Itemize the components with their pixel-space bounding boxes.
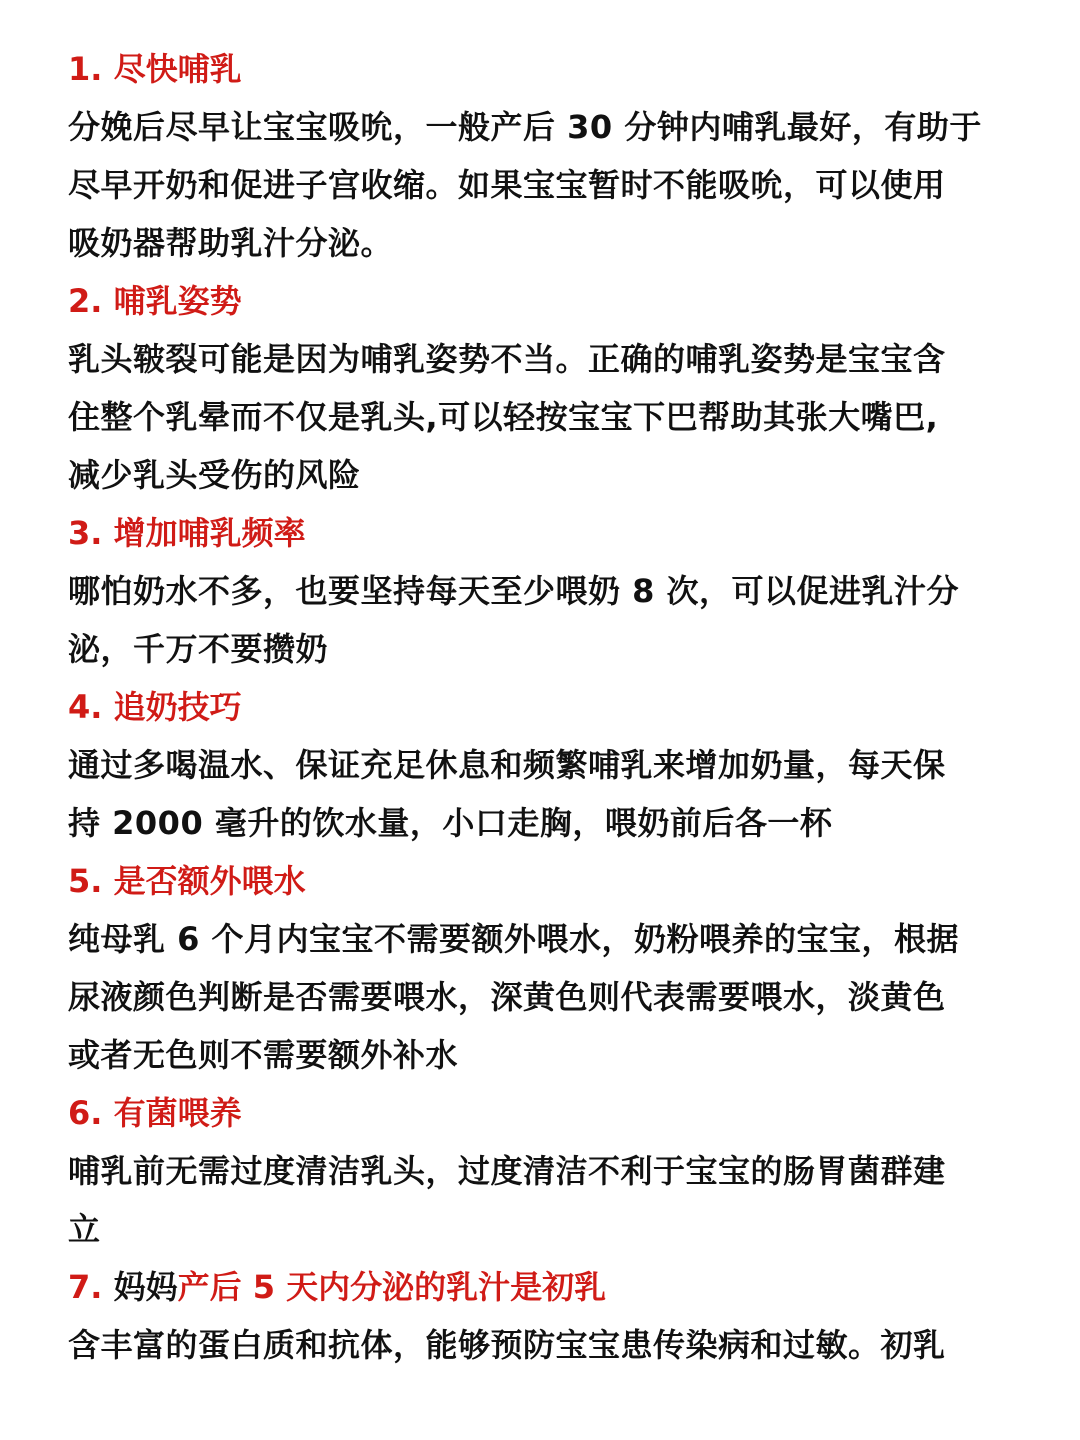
section-text-line: 分娩后尽早让宝宝吸吮，一般产后 30 分钟内哺乳最好，有助于 xyxy=(68,108,982,146)
section-text-line: 减少乳头受伤的风险 xyxy=(68,456,361,494)
section-1 xyxy=(68,40,1010,272)
section-3 xyxy=(68,504,1010,678)
section-heading xyxy=(68,1258,1010,1316)
section-text-line: 或者无色则不需要额外补水 xyxy=(68,1036,459,1074)
section-text-line: 吸奶器帮助乳汁分泌。 xyxy=(68,224,394,262)
heading-highlight: 产后 5 天内分泌的乳汁是初乳 xyxy=(177,1268,607,1306)
section-text-line: 尿液颜色判断是否需要喂水，深黄色则代表需要喂水，淡黄色 xyxy=(68,978,946,1016)
section-heading: 2. 哺乳姿势 xyxy=(68,282,242,320)
section-text-line: 纯母乳 6 个月内宝宝不需要额外喂水，奶粉喂养的宝宝，根据 xyxy=(68,920,960,958)
section-text-line: 哺乳前无需过度清洁乳头，过度清洁不利于宝宝的肠胃菌群建 xyxy=(68,1152,946,1190)
section-4 xyxy=(68,678,1010,852)
section-text-line: 哪怕奶水不多，也要坚持每天至少喂奶 8 次，可以促进乳汁分 xyxy=(68,572,960,610)
heading-number: 7. xyxy=(68,1268,114,1306)
section-text-line: 持 2000 毫升的饮水量，小口走胸，喂奶前后各一杯 xyxy=(68,804,833,842)
section-7 xyxy=(68,1258,1010,1374)
section-heading: 1. 尽快哺乳 xyxy=(68,50,242,88)
section-text-line: 尽早开奶和促进子宫收缩。如果宝宝暂时不能吸吮，可以使用 xyxy=(68,166,946,204)
section-text-line: 住整个乳晕而不仅是乳头,可以轻按宝宝下巴帮助其张大嘴巴, xyxy=(68,398,939,436)
section-text-line: 通过多喝温水、保证充足休息和频繁哺乳来增加奶量，每天保 xyxy=(68,746,946,784)
heading-plain-word: 妈妈 xyxy=(113,1268,178,1306)
section-heading: 5. 是否额外喂水 xyxy=(68,862,306,900)
section-text-line: 乳头皲裂可能是因为哺乳姿势不当。正确的哺乳姿势是宝宝含 xyxy=(68,340,946,378)
section-6 xyxy=(68,1084,1010,1258)
section-heading: 6. 有菌喂养 xyxy=(68,1094,242,1132)
section-5 xyxy=(68,852,1010,1084)
section-text-line: 泌，千万不要攒奶 xyxy=(68,630,329,668)
section-2 xyxy=(68,272,1010,504)
section-text-line: 含丰富的蛋白质和抗体，能够预防宝宝患传染病和过敏。初乳 xyxy=(68,1326,946,1364)
section-text-line: 立 xyxy=(68,1210,101,1248)
section-heading: 3. 增加哺乳频率 xyxy=(68,514,306,552)
section-heading: 4. 追奶技巧 xyxy=(68,688,242,726)
